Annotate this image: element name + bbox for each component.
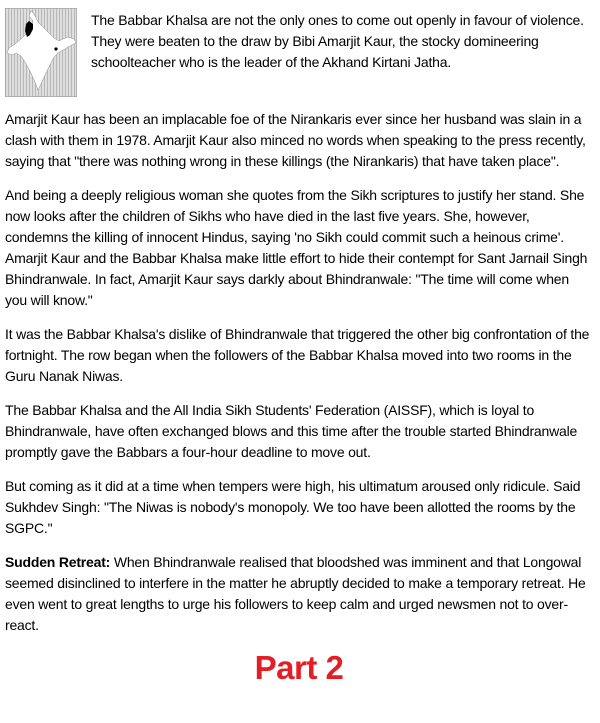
india-map-svg	[5, 8, 77, 97]
paragraph-4: It was the Babbar Khalsa's dislike of Bhindranwale that triggered the other big confrontation of the fortnight. The row began when the followers of the Babbar Khalsa moved into two rooms in the Guru Nanak Niwas.	[5, 326, 590, 384]
lead-section	[5, 8, 593, 97]
map-location-dot	[54, 47, 57, 50]
paragraph-1: The Babbar Khalsa are not the only ones to come out openly in favour of violence. They were beaten to the draw by Bibi Amarjit Kaur, the stocky domineering schoolteacher who is the leader of the Akhand Kirtani Jatha.	[91, 12, 584, 70]
paragraph-7-lead: Sudden Retreat:	[5, 554, 111, 570]
paragraph-7	[5, 552, 593, 636]
india-map-image	[5, 8, 77, 97]
part-2-heading: Part 2	[254, 649, 344, 686]
paragraph-5: The Babbar Khalsa and the All India Sikh Students' Federation (AISSF), which is loyal to Bhindranwale, have often exchanged blows and this time after the trouble started Bhindranwale promptly gave the Babbars a four-hour deadline to move out.	[5, 402, 578, 460]
paragraph-2: Amarjit Kaur has been an implacable foe of the Nirankaris ever since her husband was slain in a clash with them in 1978. Amarjit Kaur also minced no words when speaking to the press recently, saying that "there was nothing wrong in these killings (the Nirankaris) that have taken place".	[5, 111, 586, 169]
paragraph-7-text: When Bhindranwale realised that bloodshed was imminent and that Longowal seemed disinclined to interfere in the matter he abruptly decided to make a temporary retreat. He even went to great lengths to urge his followers to keep calm and urged newsmen not to over-react.	[5, 554, 586, 633]
paragraph-3: And being a deeply religious woman she quotes from the Sikh scriptures to justify her stand. She now looks after the children of Sikhs who have died in the last five years. She, however, condemns the killing of innocent Hindus, saying 'no Sikh could commit such a heinous crime'. Amarjit Kaur and the Babbar Khalsa make little effort to hide their contempt for Sant Jarnail Singh Bhindranwale. In fact, Amarjit Kaur says darkly about Bhindranwale: "The time will come when you will know."	[5, 187, 588, 308]
paragraph-6: But coming as it did at a time when tempers were high, his ultimatum aroused only ridicule. Said Sukhdev Singh: "The Niwas is nobody's monopoly. We too have been allotted the rooms by the SGPC."	[5, 478, 581, 536]
